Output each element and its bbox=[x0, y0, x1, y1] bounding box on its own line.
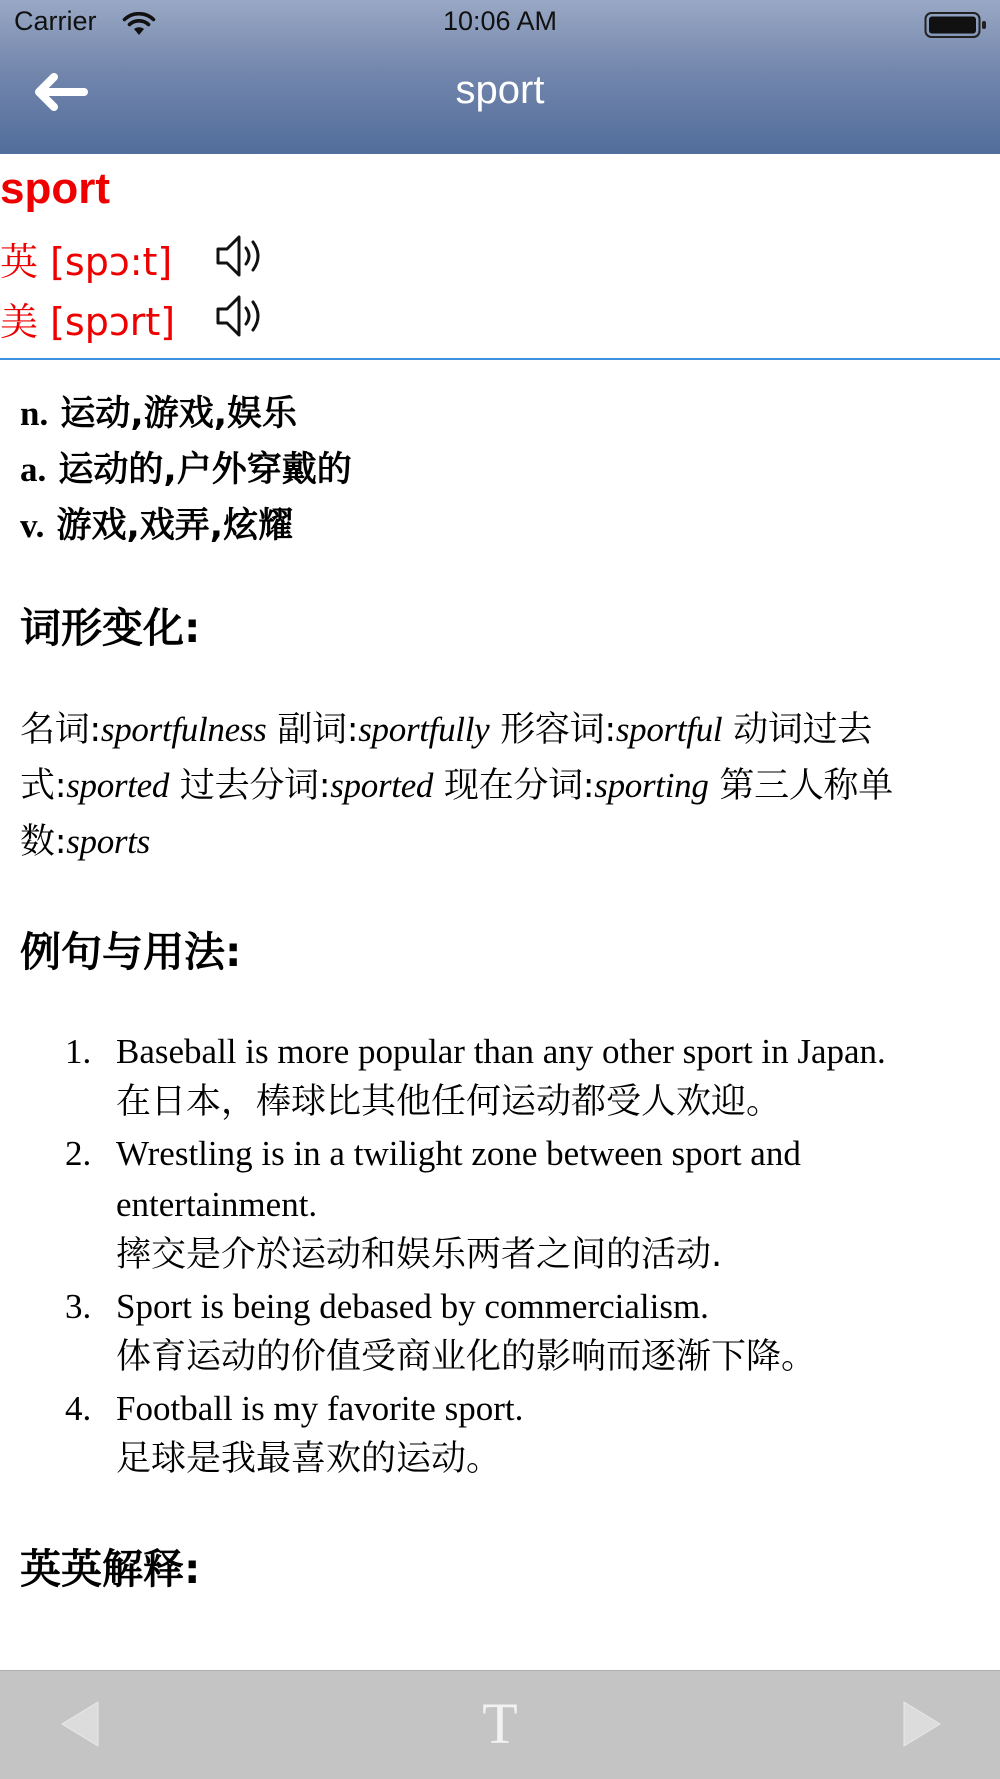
speaker-icon bbox=[215, 292, 269, 344]
form-label: 动词过去式: bbox=[20, 710, 872, 806]
pronunciation-uk bbox=[0, 230, 275, 286]
definition-line bbox=[20, 498, 980, 554]
example-english: Football is my favorite sport. bbox=[116, 1389, 524, 1428]
example-chinese: 体育运动的价值受商业化的影响而逐渐下降。 bbox=[116, 1337, 817, 1377]
pronunciation-us-text: 美 [spɔrt] bbox=[0, 299, 176, 344]
part-of-speech: n. bbox=[20, 394, 49, 433]
form-word: sports bbox=[66, 822, 150, 861]
font-size-button[interactable]: T bbox=[482, 1691, 518, 1756]
speaker-icon bbox=[215, 232, 269, 284]
previous-word-button[interactable] bbox=[56, 1699, 106, 1749]
headword: sport bbox=[0, 164, 110, 213]
definition-line bbox=[20, 442, 980, 498]
example-item bbox=[20, 1383, 980, 1485]
definitions-list bbox=[20, 386, 980, 554]
english-definition-heading: 英英解释: bbox=[20, 1545, 201, 1593]
word-forms bbox=[20, 702, 980, 870]
form-word: sportfulness bbox=[100, 710, 267, 749]
examples-heading: 例句与用法: bbox=[20, 928, 242, 976]
example-number: 2. bbox=[65, 1134, 92, 1173]
form-label: 副词: bbox=[266, 710, 359, 750]
form-word: sporting bbox=[594, 766, 709, 805]
definition-text: 运动的,户外穿戴的 bbox=[46, 450, 352, 490]
example-item bbox=[20, 1281, 980, 1383]
form-label: 过去分词: bbox=[169, 766, 331, 806]
definition-text: 运动,游戏,娱乐 bbox=[48, 394, 297, 434]
definition-text: 游戏,戏弄,炫耀 bbox=[44, 506, 294, 546]
battery-icon bbox=[924, 10, 988, 44]
part-of-speech: a. bbox=[20, 450, 47, 489]
bottom-toolbar bbox=[0, 1670, 1000, 1779]
example-chinese: 足球是我最喜欢的运动。 bbox=[116, 1439, 502, 1479]
example-chinese: 在日本，棒球比其他任何运动都受人欢迎。 bbox=[116, 1082, 782, 1122]
example-number: 4. bbox=[65, 1389, 92, 1428]
triangle-left-icon bbox=[56, 1734, 106, 1753]
form-label: 现在分词: bbox=[433, 766, 595, 806]
definition-content bbox=[20, 386, 980, 1597]
example-chinese: 摔交是介於运动和娱乐两者之间的活动. bbox=[116, 1235, 723, 1275]
play-uk-audio-button[interactable] bbox=[215, 230, 275, 286]
carrier-label: Carrier bbox=[14, 6, 97, 36]
form-word: sported bbox=[66, 766, 170, 805]
triangle-right-icon bbox=[896, 1734, 946, 1753]
examples-list bbox=[20, 1026, 980, 1485]
example-english: Wrestling is in a twilight zone between sport and entertainment. bbox=[116, 1134, 801, 1224]
pronunciation-uk-text: 英 [spɔ:t] bbox=[0, 239, 173, 284]
word-forms-heading: 词形变化: bbox=[20, 604, 201, 652]
example-number: 1. bbox=[65, 1032, 92, 1071]
example-number: 3. bbox=[65, 1287, 92, 1326]
example-item bbox=[20, 1128, 980, 1281]
pronunciation-us bbox=[0, 290, 275, 346]
definition-line bbox=[20, 386, 980, 442]
status-time: 10:06 AM bbox=[442, 6, 558, 36]
form-word: sportful bbox=[615, 710, 723, 749]
form-word: sportfully bbox=[358, 710, 490, 749]
example-item bbox=[20, 1026, 980, 1128]
top-bar bbox=[0, 0, 1000, 154]
next-word-button[interactable] bbox=[896, 1699, 946, 1749]
example-english: Sport is being debased by commercialism. bbox=[116, 1287, 709, 1326]
form-label: 名词: bbox=[20, 710, 101, 750]
nav-title: sport bbox=[455, 68, 545, 112]
play-us-audio-button[interactable] bbox=[215, 290, 275, 346]
example-english: Baseball is more popular than any other sport in Japan. bbox=[116, 1032, 886, 1071]
form-label: 第三人称单数: bbox=[20, 766, 893, 862]
form-label: 形容词: bbox=[489, 710, 616, 750]
divider bbox=[0, 358, 1000, 360]
form-word: sported bbox=[330, 766, 434, 805]
part-of-speech: v. bbox=[20, 506, 45, 545]
